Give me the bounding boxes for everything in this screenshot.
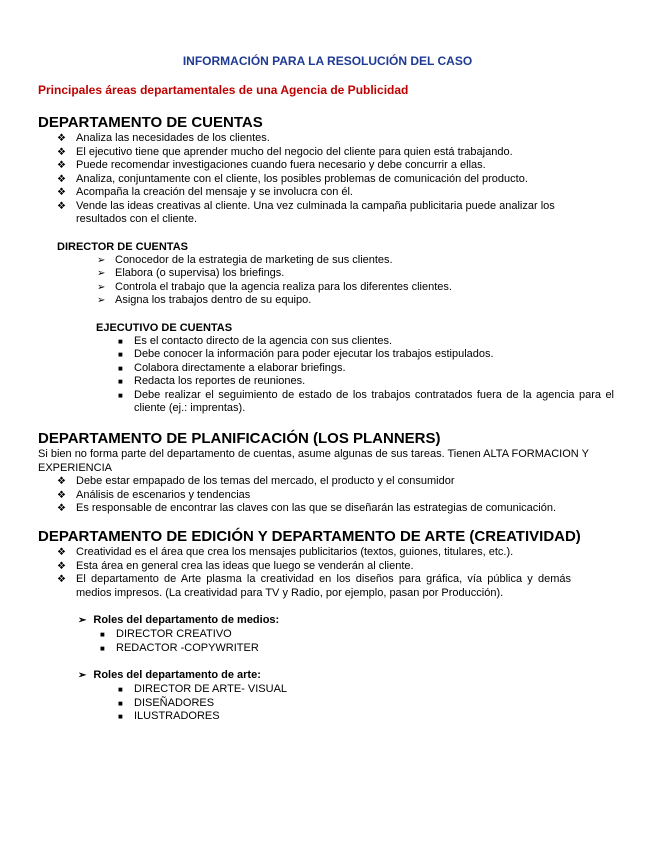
section-heading-cuentas: DEPARTAMENTO DE CUENTAS (38, 114, 263, 131)
diamond-bullet-icon: ❖ (57, 476, 66, 487)
square-bullet-icon: ■ (118, 336, 123, 346)
list-item: ❖ Analiza las necesidades de los clientes. (57, 132, 270, 144)
arrowhead-bullet-icon: ➢ (97, 281, 106, 293)
list-item: ❖ Esta área en general crea las ideas que luego se venderán al cliente. (57, 559, 414, 572)
list-item: ➢ Elabora (o supervisa) los briefings. (97, 267, 285, 279)
square-bullet-icon: ■ (118, 698, 123, 708)
square-bullet-icon: ■ (118, 390, 123, 400)
square-bullet-icon: ■ (100, 630, 105, 639)
arte-heading: ➢ Roles del departamento de arte: (78, 669, 261, 681)
list-item: ■ Redacta los reportes de reuniones. (118, 375, 306, 387)
list-item: ➢ Conocedor de la estrategia de marketing de sus clientes. (97, 253, 393, 266)
square-bullet-icon: ■ (118, 712, 123, 721)
list-item: ■ Debe realizar el seguimiento de estado de los trabajos contratados fuera de la agencia para el cliente (ej.: imprentas). (118, 388, 614, 414)
arrowhead-bullet-icon: ➢ (97, 254, 106, 266)
diamond-bullet-icon: ❖ (57, 160, 66, 171)
list-item: ❖ Vende las ideas creativas al cliente. Una vez culminada la campaña publicitaria puede analizar los resultados con el cliente. (57, 199, 555, 225)
list-item: ■ Debe conocer la información para poder ejecutar los trabajos estipulados. (118, 348, 494, 360)
list-item: ■ Colabora directamente a elaborar briefings. (118, 361, 346, 374)
medios-list (38, 628, 628, 655)
list-item: ➢ Asigna los trabajos dentro de su equipo. (97, 294, 312, 306)
square-bullet-icon: ■ (118, 363, 123, 373)
section-edicion (38, 528, 628, 724)
ejecutivo-heading: EJECUTIVO DE CUENTAS (96, 321, 233, 334)
list-item: ➢ Controla el trabajo que la agencia realiza para los diferentes clientes. (97, 280, 452, 293)
arrowhead-bullet-icon: ➢ (97, 268, 106, 279)
list-item: ❖ Debe estar empapado de los temas del mercado, el producto y el consumidor (57, 475, 455, 487)
square-bullet-icon: ■ (118, 350, 123, 359)
square-bullet-icon: ■ (100, 643, 105, 653)
arte-list (38, 683, 628, 724)
square-bullet-icon: ■ (118, 685, 123, 694)
list-item: ■ DISEÑADORES (118, 696, 215, 709)
list-item: ❖ Es responsable de encontrar las claves con las que se diseñarán las estrategias de comunicación. (57, 502, 556, 514)
cuentas-list (38, 132, 628, 227)
section-cuentas (38, 114, 628, 416)
square-bullet-icon: ■ (118, 377, 123, 386)
list-item: ■ Es el contacto directo de la agencia con sus clientes. (118, 334, 393, 347)
list-item: ❖ Analiza, conjuntamente con el cliente, los posibles problemas de comunicación del producto. (57, 172, 528, 185)
arrowhead-bullet-icon: ➢ (78, 615, 87, 626)
list-item: ❖ El departamento de Arte plasma la creatividad en los diseños para gráfica, vía pública y demás medios impresos. (La creatividad para TV y Radio, por ejemplo, pasan por Producción). (57, 573, 571, 599)
planificacion-intro: Si bien no forma parte del departamento de cuentas, asume algunas de sus tareas. Tienen ALTA FORMACION Y EXPERIENCIA (38, 448, 589, 474)
arrowhead-bullet-icon: ➢ (78, 670, 87, 681)
diamond-bullet-icon: ❖ (57, 489, 66, 501)
list-item: ❖ Creatividad es el área que crea los mensajes publicitarios (textos, guiones, titulares, etc.). (57, 546, 514, 558)
diamond-bullet-icon: ❖ (57, 574, 66, 585)
director-heading: DIRECTOR DE CUENTAS (57, 240, 188, 253)
list-item: ■ DIRECTOR CREATIVO (100, 628, 232, 640)
section-planificacion (38, 430, 628, 516)
list-item: ❖ Análisis de escenarios y tendencias (57, 488, 251, 501)
medios-heading: ➢ Roles del departamento de medios: (78, 614, 280, 626)
diamond-bullet-icon: ❖ (57, 173, 66, 185)
edicion-list (38, 546, 628, 600)
diamond-bullet-icon: ❖ (57, 503, 66, 514)
list-item: ❖ El ejecutivo tiene que aprender mucho del negocio del cliente para quien está trabajando. (57, 145, 513, 158)
list-item: ■ REDACTOR -COPYWRITER (100, 641, 259, 654)
list-item: ■ ILUSTRADORES (118, 710, 220, 722)
diamond-bullet-icon: ❖ (57, 560, 66, 572)
director-list (38, 254, 628, 308)
list-item: ❖ Puede recomendar investigaciones cuando fuera necesario y debe concurrir a ellas. (57, 159, 486, 171)
list-item: ❖ Acompaña la creación del mensaje y se involucra con él. (57, 186, 353, 198)
page-subtitle: Principales áreas departamentales de una Agencia de Publicidad (38, 83, 409, 97)
diamond-bullet-icon: ❖ (57, 200, 66, 212)
list-item: ■ DIRECTOR DE ARTE- VISUAL (118, 683, 288, 695)
diamond-bullet-icon: ❖ (57, 146, 66, 158)
arrowhead-bullet-icon: ➢ (97, 295, 106, 306)
section-heading-edicion: DEPARTAMENTO DE EDICIÓN Y DEPARTAMENTO DE ARTE (CREATIVIDAD) (38, 528, 581, 545)
diamond-bullet-icon: ❖ (57, 133, 66, 144)
section-heading-planificacion: DEPARTAMENTO DE PLANIFICACIÓN (LOS PLANNERS) (38, 430, 441, 447)
diamond-bullet-icon: ❖ (57, 547, 66, 558)
planificacion-list (38, 475, 628, 516)
diamond-bullet-icon: ❖ (57, 187, 66, 198)
ejecutivo-list (38, 335, 628, 416)
page-title: INFORMACIÓN PARA LA RESOLUCIÓN DEL CASO (182, 54, 473, 68)
